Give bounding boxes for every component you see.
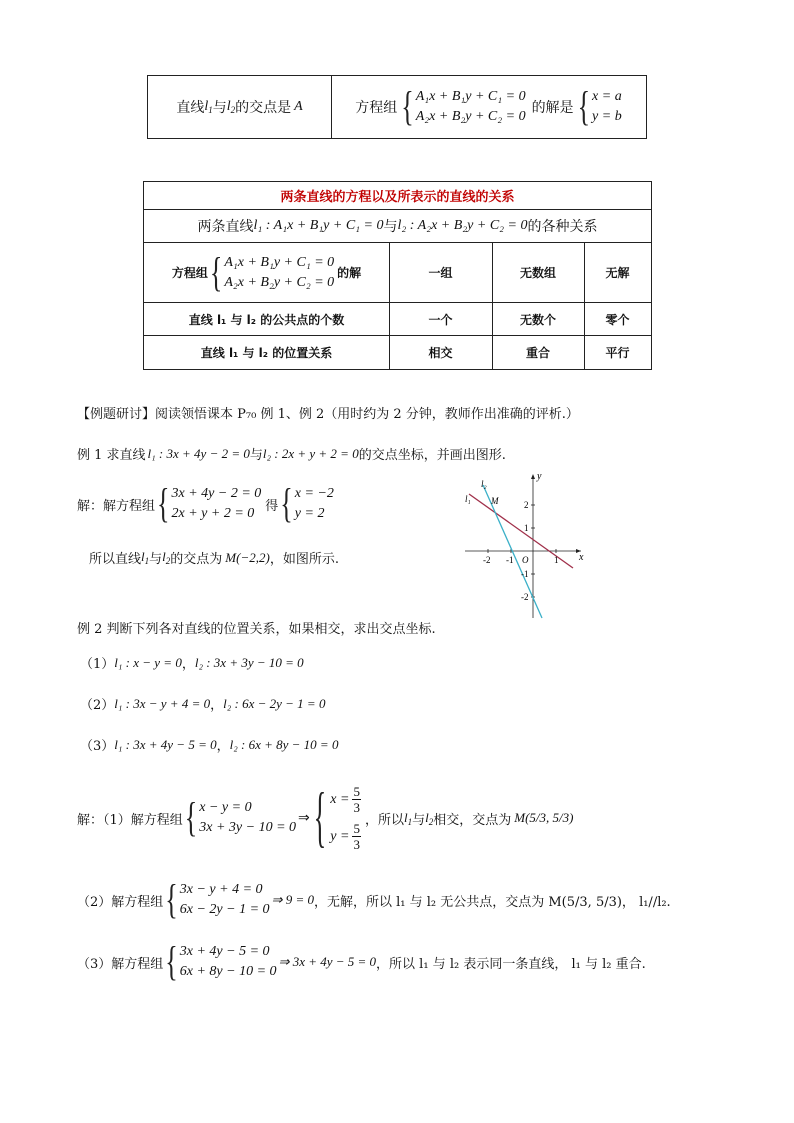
- example-2-item-1: （1） l₁ : x − y = 0 ， l₂ : 3x + 3y − 10 = 0: [80, 654, 304, 672]
- text: 的解: [337, 266, 362, 280]
- example-2-item-3: （3） l₁ : 3x + 4y − 5 = 0 ， l₂ : 6x + 8y − 10 = 0: [80, 736, 339, 754]
- equation-system: { 3x + 4y − 5 = 0 6x + 8y − 10 = 0: [165, 938, 277, 985]
- y-label: y: [537, 471, 542, 482]
- row-label: [144, 243, 390, 302]
- text: 的各种关系: [527, 219, 598, 235]
- y-axis-arrow: [531, 474, 535, 479]
- equation: l₁ : x − y = 0: [114, 654, 182, 670]
- equation: A₁x + B₁y + C₁ = 0: [224, 254, 335, 270]
- equation: l₁ : 3x + 4y − 5 = 0: [114, 736, 217, 752]
- equation: l₂ : 6x − 2y − 1 = 0: [223, 695, 326, 711]
- table-title: 两条直线的方程以及所表示的直线的关系: [144, 182, 651, 210]
- example-2-item-2: （2） l₁ : 3x − y + 4 = 0 ， l₂ : 6x − 2y − 1 = 0: [80, 695, 326, 713]
- l1-label: l₁: [465, 494, 471, 504]
- result: ⇒ 9 = 0: [271, 892, 314, 907]
- table-cell: 无数组: [492, 243, 585, 302]
- equation-system: { A₁x + B₁y + C₁ = 0 A₂x + B₂y + C₂ = 0: [401, 83, 526, 130]
- tick-label: -2: [521, 592, 529, 602]
- equation: 3x + 4y − 2 = 0: [171, 486, 262, 501]
- table-subtitle: [144, 210, 651, 243]
- text: 得: [265, 498, 279, 514]
- equation: 2x + y + 2 = 0: [171, 506, 255, 521]
- solution-system: { x = −2 y = 2: [280, 480, 334, 527]
- point: M(−2,2): [225, 549, 270, 565]
- section-heading: [77, 403, 579, 422]
- table-cell: 零个: [605, 312, 630, 327]
- text: 解：（1）解方程组: [77, 812, 183, 828]
- solution-var: x =: [330, 791, 350, 807]
- item-number: （3）: [80, 739, 115, 754]
- tick-label: -1: [506, 555, 514, 565]
- equation: l₂ : A₂x + B₂y + C₂ = 0: [397, 218, 528, 233]
- tick-label: -1: [521, 569, 529, 579]
- table-row: [144, 336, 651, 369]
- text: 的交点为: [170, 552, 223, 567]
- table-cell: 相交: [389, 336, 493, 369]
- equation-system: { x − y = 0 3x + 3y − 10 = 0: [184, 794, 297, 841]
- text: 与: [412, 812, 426, 828]
- frac-num: 5: [353, 821, 360, 836]
- example-1-conclusion: 所以直线 $l_1$ 与 $l_2$ 的交点为 M(−2,2) ，如图所示.: [89, 549, 339, 567]
- text: 方程组: [171, 266, 208, 280]
- equation-system: { 3x + 4y − 2 = 0 2x + y + 2 = 0: [157, 480, 262, 527]
- text: 两条直线: [197, 219, 254, 235]
- text: 方程组: [355, 100, 398, 116]
- equation: l₁ : 3x − y + 4 = 0: [114, 695, 211, 711]
- equation: l₂ : 6x + 8y − 10 = 0: [229, 736, 339, 752]
- point: M(5/3, 5/3): [514, 810, 574, 825]
- heading-text: 阅读领悟课本 P₇₀ 例 1、例 2（用时约为 2 分钟，教师作出准确的评析.）: [155, 407, 579, 422]
- equation: 3x + 4y − 5 = 0: [179, 944, 270, 959]
- text: 与: [212, 100, 227, 116]
- table-row: [144, 243, 651, 303]
- equation-system: { 3x − y + 4 = 0 6x − 2y − 1 = 0: [165, 876, 270, 923]
- example-2-title: 例 2 判断下列各对直线的位置关系，如果相交，求出交点坐标.: [77, 622, 436, 637]
- text: （2）解方程组: [77, 894, 164, 910]
- equation: l₁ : A₁x + B₁y + C₁ = 0: [253, 218, 384, 233]
- row-label: 直线 l₁ 与 l₂ 的位置关系: [144, 336, 390, 369]
- equation: 6x + 8y − 10 = 0: [179, 964, 277, 979]
- example-2-solution-2: [77, 876, 671, 923]
- text: 的交点坐标，并画出图形.: [358, 448, 506, 463]
- equation: x − y = 0: [199, 800, 252, 815]
- table-cell: 重合: [492, 336, 585, 369]
- tick-label: 1: [554, 555, 559, 565]
- equation-system: { A₁x + B₁y + C₁ = 0 A₂x + B₂y + C₂ = 0: [209, 248, 335, 295]
- tick-label: -2: [483, 555, 491, 565]
- equation: A₂x + B₂y + C₂ = 0: [224, 274, 335, 290]
- text: 的解是: [531, 100, 574, 116]
- m-label: M: [491, 496, 499, 506]
- solution-system: { x = a y = b: [577, 83, 622, 130]
- text: 与: [249, 448, 263, 463]
- equation: l₂ : 2x + y + 2 = 0: [262, 445, 359, 461]
- text: 例 1 求直线: [77, 448, 146, 463]
- table-cell: 一个: [389, 303, 493, 335]
- tick-label: 2: [524, 500, 529, 510]
- table-cell: 无数个: [492, 303, 585, 335]
- example-2-solution-3: [77, 938, 646, 985]
- text: 解：解方程组: [77, 498, 156, 514]
- solution: x = −2: [294, 486, 334, 501]
- equation: 6x − 2y − 1 = 0: [179, 902, 270, 917]
- intersection-table: [147, 75, 647, 139]
- item-number: （2）: [80, 698, 115, 713]
- tick-label: 1: [524, 523, 529, 533]
- x-label: x: [579, 552, 584, 563]
- frac-den: 3: [353, 837, 360, 852]
- solution: y = 2: [294, 506, 325, 521]
- row-label: 直线 l₁ 与 l₂ 的公共点的个数: [144, 303, 390, 335]
- text: ，如图所示.: [269, 552, 339, 567]
- text: 直线: [176, 100, 205, 116]
- l2-label: l₂: [481, 479, 487, 489]
- text: ，所以: [364, 812, 404, 828]
- equation: A₂x + B₂y + C₂ = 0: [415, 109, 526, 124]
- text: ，所以 l₁ 与 l₂ 表示同一条直线， l₁ 与 l₂ 重合.: [376, 956, 646, 972]
- solution: x = a: [592, 89, 622, 104]
- text: 相交，交点为: [433, 812, 512, 828]
- text: 与: [383, 219, 398, 235]
- equation: l₂ : 3x + 3y − 10 = 0: [194, 654, 304, 670]
- frac-den: 3: [353, 800, 360, 815]
- example-1-solution: [77, 480, 334, 527]
- example-1-statement: [77, 444, 506, 463]
- text: 所以直线: [89, 552, 142, 567]
- text: （3）解方程组: [77, 956, 164, 972]
- solution-system: { x = $\frac{5}{3}$ y = $\frac{5}{3}$: [313, 779, 360, 855]
- equation: 3x − y + 4 = 0: [179, 882, 263, 897]
- lines-graph: [455, 470, 585, 620]
- table-cell: 平行: [605, 346, 630, 360]
- equation: A₁x + B₁y + C₁ = 0: [415, 89, 526, 104]
- relation-table: [143, 181, 652, 370]
- text: 与: [149, 552, 163, 567]
- text: ，无解，所以 l₁ 与 l₂ 无公共点，交点为 M(5/3, 5/3)， l₁//l₂.: [313, 894, 671, 910]
- frac-num: 5: [353, 784, 360, 799]
- heading-label: 【例题研讨】: [77, 407, 156, 422]
- text: 的交点是: [235, 100, 292, 116]
- example-2-solution-1: 解：（1）解方程组 { x − y = 0 3x + 3y − 10 = 0 ⇒ { x = $\frac{5}{3}$ y = $\frac{5}{3}$ ，所以 $l_1$ 与 $l_2$ 相交，交点为 M(5/3, 5/3): [77, 779, 574, 855]
- table-cell: 一组: [389, 243, 493, 302]
- item-number: （1）: [80, 657, 115, 672]
- solution: y = b: [592, 109, 622, 124]
- equation: l₁ : 3x + 4y − 2 = 0: [147, 445, 250, 461]
- table-row: [144, 303, 651, 336]
- solution-var: y =: [330, 828, 350, 844]
- intersection-cell-left: 直线 $l_1$ 与 $l_2$ 的交点是 A: [148, 76, 332, 138]
- result: ⇒ 3x + 4y − 5 = 0: [278, 954, 377, 969]
- intersection-cell-right: [331, 76, 646, 138]
- point-label: A: [294, 99, 303, 114]
- equation: 3x + 3y − 10 = 0: [199, 820, 297, 835]
- table-cell: 无解: [605, 266, 630, 280]
- origin-label: O: [522, 555, 529, 565]
